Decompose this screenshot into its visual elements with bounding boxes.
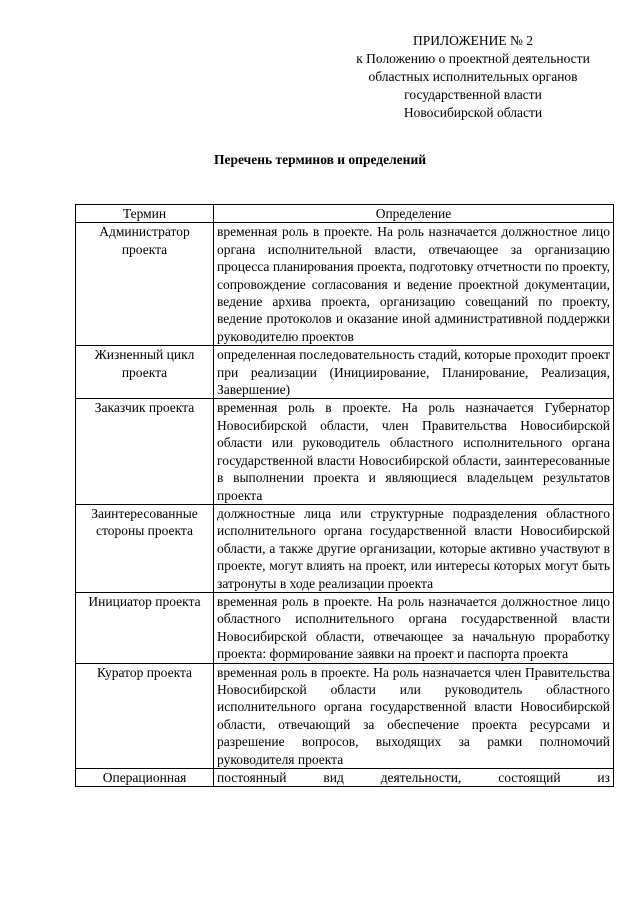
appendix-line: областных исполнительных органов xyxy=(368,69,578,84)
table-row xyxy=(76,592,614,663)
table-row xyxy=(76,504,614,592)
term-cell: Заинтересованные стороны проекта xyxy=(76,504,214,592)
header-definition: Определение xyxy=(214,205,614,223)
header-term: Термин xyxy=(76,205,214,223)
definition-cell: постоянный вид деятельности, состоящий из xyxy=(214,769,614,787)
table-row xyxy=(76,223,614,346)
term-cell: Администратор проекта xyxy=(76,223,214,346)
definition-cell: должностные лица или структурные подразделения областного исполнительного органа государственной власти Новосибирской области, а также другие организации, которые активно участвуют в проекте, могут влиять на проект, или интересы которых могут быть затронуты в ходе реализации проекта xyxy=(214,504,614,592)
definition-cell: временная роль в проекте. На роль назначается должностное лицо органа исполнительной власти, отвечающее за организацию процесса планирования проекта, подготовку отчетности по проекту, сопровождение согласования и ведение проектной документации, ведение архива проекта, организацию совещаний по проекту, ведение протоколов и оказание иной административной поддержки руководителю проектов xyxy=(214,223,614,346)
term-cell: Заказчик проекта xyxy=(76,399,214,504)
appendix-line: к Положению о проектной деятельности xyxy=(356,51,590,66)
appendix-line: ПРИЛОЖЕНИЕ № 2 xyxy=(412,33,534,48)
appendix-header xyxy=(318,32,628,122)
document-title: Перечень терминов и определений xyxy=(213,152,427,167)
term-cell: Куратор проекта xyxy=(76,663,214,768)
appendix-line: Новосибирской области xyxy=(403,105,543,120)
table-header-row xyxy=(76,205,614,223)
term-cell: Инициатор проекта xyxy=(76,592,214,663)
table-row xyxy=(76,769,614,787)
table-row xyxy=(76,346,614,399)
definition-cell: временная роль в проекте. На роль назначается член Правительства Новосибирской области или руководитель областного исполнительного органа государственной власти Новосибирской области, отвечающий за обеспечение проекта ресурсами и разрешение вопросов, выходящих за рамки полномочий руководителя проекта xyxy=(214,663,614,768)
appendix-line: государственной власти xyxy=(404,87,542,102)
table-row xyxy=(76,399,614,504)
terms-table xyxy=(75,204,614,787)
definition-cell: временная роль в проекте. На роль назначается должностное лицо областного исполнительного органа государственной власти Новосибирской области, отвечающее за начальную проработку проекта: формирование заявки на проект и паспорта проекта xyxy=(214,592,614,663)
term-cell: Жизненный цикл проекта xyxy=(76,346,214,399)
table-row xyxy=(76,663,614,768)
definition-cell: определенная последовательность стадий, которые проходит проект при реализации (Инициирование, Планирование, Реализация, Завершение) xyxy=(214,346,614,399)
definition-cell: временная роль в проекте. На роль назначается Губернатор Новосибирской области, член Правительства Новосибирской области или руководитель областного исполнительного органа государственной власти Новосибирской области, заинтересованные в выполнении проекта и являющиеся владельцем результатов проекта xyxy=(214,399,614,504)
term-cell: Операционная xyxy=(76,769,214,787)
